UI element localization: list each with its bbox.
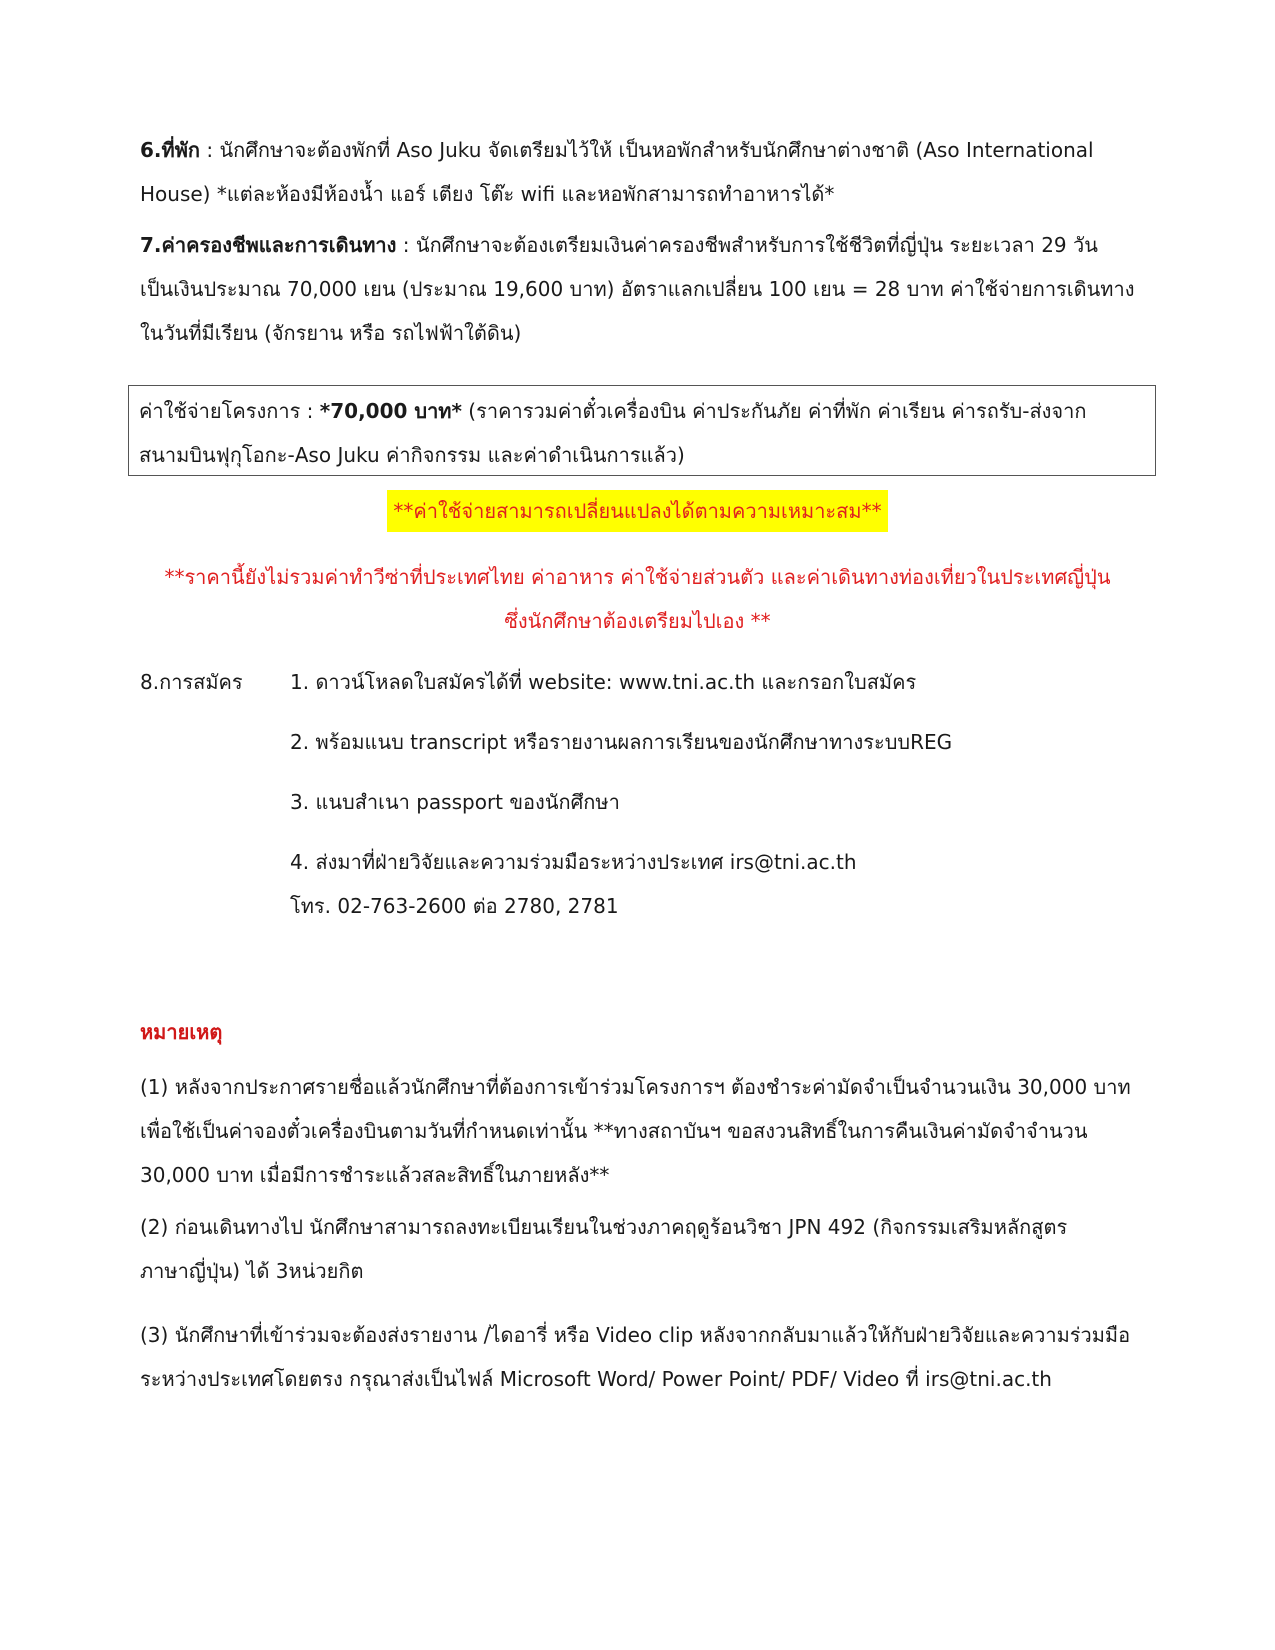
application-step-2: 2. พร้อมแนบ transcript หรือรายงานผลการเรียนของนักศึกษาทางระบบREG: [290, 730, 953, 754]
cost-box-line-1: ค่าใช้จ่ายโครงการ : *70,000 บาท* (ราคารวมค่าตั๋วเครื่องบิน ค่าประกันภัย ค่าที่พัก ค่าเรียน ค่ารถรับ-ส่งจาก: [139, 399, 1087, 423]
section-7-label: 7.ค่าครองชีพและการเดินทาง: [140, 233, 397, 257]
contact-phone: โทร. 02-763-2600 ต่อ 2780, 2781: [290, 894, 619, 918]
note-3-line-1: (3) นักศึกษาที่เข้าร่วมจะต้องส่งรายงาน /ไดอารี่ หรือ Video clip หลังจากกลับมาแล้วให้กับฝ่ายวิจัยและความร่วมมือ: [140, 1323, 1131, 1347]
section-8-label: 8.การสมัคร: [140, 670, 243, 694]
cost-box-line-2: สนามบินฟุกุโอกะ-Aso Juku ค่ากิจกรรม และค่าดำเนินการแล้ว): [139, 443, 685, 467]
application-step-3: 3. แนบสำเนา passport ของนักศึกษา: [290, 790, 620, 814]
note-1-line-1: (1) หลังจากประกาศรายชื่อแล้วนักศึกษาที่ต้องการเข้าร่วมโครงการฯ ต้องชำระค่ามัดจำเป็นจำนวนเงิน 30,000 บาท: [140, 1075, 1131, 1099]
note-1-line-3: 30,000 บาท เมื่อมีการชำระแล้วสละสิทธิ์ในภายหลัง**: [140, 1163, 610, 1187]
note-3: [140, 1313, 1160, 1401]
section-6-line-1: 6.ที่พัก : นักศึกษาจะต้องพักที่ Aso Juku จัดเตรียมไว้ให้ เป็นหอพักสำหรับนักศึกษาต่างชาติ (Aso International: [140, 138, 1094, 162]
application-step-4: 4. ส่งมาที่ฝ่ายวิจัยและความร่วมมือระหว่างประเทศ irs@tni.ac.th: [290, 850, 857, 874]
section-6-line-2: House) *แต่ละห้องมีห้องน้ำ แอร์ เตียง โต๊ะ wifi และหอพักสามารถทำอาหารได้*: [140, 182, 835, 206]
note-1-line-2: เพื่อใช้เป็นค่าจองตั๋วเครื่องบินตามวันที่กำหนดเท่านั้น **ทางสถาบันฯ ขอสงวนสิทธิ์ในการคืนเงินค่ามัดจำจำนวน: [140, 1119, 1088, 1143]
note-2-line-1: (2) ก่อนเดินทางไป นักศึกษาสามารถลงทะเบียนเรียนในช่วงภาคฤดูร้อนวิชา JPN 492 (กิจกรรมเสริมหลักสูตร: [140, 1215, 1068, 1239]
highlight-notice-row: [0, 489, 1275, 533]
section-7-line-1: 7.ค่าครองชีพและการเดินทาง : นักศึกษาจะต้องเตรียมเงินค่าครองชีพสำหรับการใช้ชีวิตที่ญี่ปุ่น ระยะเวลา 29 วัน: [140, 233, 1098, 257]
highlight-notice: **ค่าใช้จ่ายสามารถเปลี่ยนแปลงได้ตามความเหมาะสม**: [387, 490, 887, 532]
application-step-1: 1. ดาวน์โหลดใบสมัครได้ที่ website: www.tni.ac.th และกรอกใบสมัคร: [290, 670, 917, 694]
cost-amount: *70,000 บาท*: [319, 399, 462, 423]
section-7-line-3: ในวันที่มีเรียน (จักรยาน หรือ รถไฟฟ้าใต้ดิน): [140, 321, 522, 345]
note-2-line-2: ภาษาญี่ปุ่น) ได้ 3หน่วยกิต: [140, 1259, 364, 1283]
note-2: [140, 1205, 1160, 1293]
section-6-label: 6.ที่พัก: [140, 138, 200, 162]
note-3-line-2: ระหว่างประเทศโดยตรง กรุณาส่งเป็นไฟล์ Microsoft Word/ Power Point/ PDF/ Video ที่ irs@tni.ac.th: [140, 1367, 1052, 1391]
program-cost-box: [128, 385, 1156, 476]
red-notice-line-1: **ราคานี้ยังไม่รวมค่าทำวีซ่าที่ประเทศไทย ค่าอาหาร ค่าใช้จ่ายส่วนตัว และค่าเดินทางท่องเที่ยวในประเทศญี่ปุ่น: [164, 565, 1111, 589]
red-notice-line-2: ซึ่งนักศึกษาต้องเตรียมไปเอง **: [504, 609, 771, 633]
note-1: [140, 1065, 1160, 1197]
section-7-living-cost: [140, 223, 1160, 355]
section-7-line-2: เป็นเงินประมาณ 70,000 เยน (ประมาณ 19,600 บาท) อัตราแลกเปลี่ยน 100 เยน = 28 บาท ค่าใช้จ่ายการเดินทาง: [140, 277, 1135, 301]
section-6-accommodation: [140, 128, 1160, 216]
notes-title: หมายเหตุ: [140, 1020, 223, 1044]
